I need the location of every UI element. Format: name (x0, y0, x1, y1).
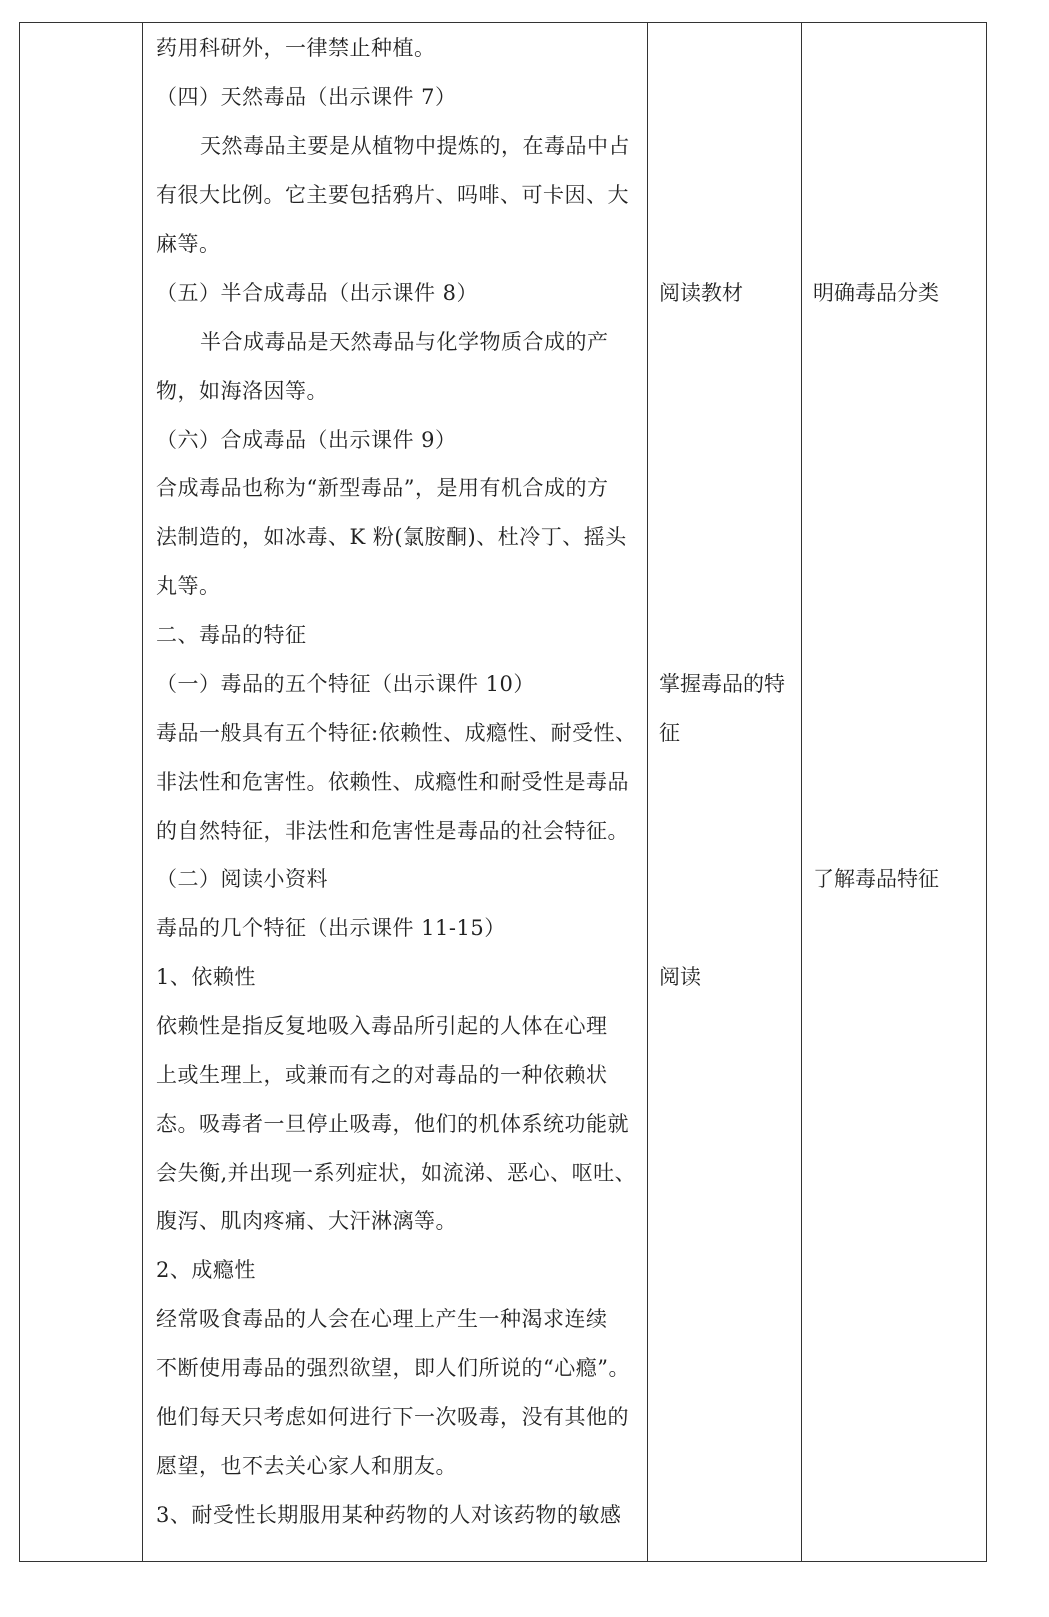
content-line: 腹泻、肌肉疼痛、大汗淋漓等。 (156, 1209, 457, 1233)
content-line: 有很大比例。它主要包括鸦片、吗啡、可卡因、大 (156, 183, 629, 207)
content-line: 毒品一般具有五个特征:依赖性、成瘾性、耐受性、 (156, 721, 637, 745)
intent-clarify-classification: 明确毒品分类 (813, 281, 939, 305)
activity-master-features-cont: 征 (659, 721, 680, 745)
content-line: 天然毒品主要是从植物中提炼的，在毒品中占 (200, 134, 630, 158)
column-divider-1 (142, 23, 143, 1561)
content-line: 药用科研外，一律禁止种植。 (156, 36, 436, 60)
column-divider-2 (647, 23, 648, 1561)
content-line: 不断使用毒品的强烈欲望，即人们所说的“心瘾”。 (156, 1356, 630, 1380)
content-line: 物，如海洛因等。 (156, 379, 328, 403)
content-line: 毒品的几个特征（出示课件 11-15） (156, 916, 506, 940)
content-line: （四）天然毒品（出示课件 7） (156, 85, 457, 109)
content-line: 合成毒品也称为“新型毒品”，是用有机合成的方 (156, 476, 609, 500)
activity-read-textbook: 阅读教材 (659, 281, 743, 305)
content-line: （五）半合成毒品（出示课件 8） (156, 281, 479, 305)
lesson-plan-table (19, 22, 987, 1562)
column-divider-3 (801, 23, 802, 1561)
content-line: （六）合成毒品（出示课件 9） (156, 428, 457, 452)
content-line: 依赖性是指反复地吸入毒品所引起的人体在心理 (156, 1014, 608, 1038)
content-line: 会失衡,并出现一系列症状，如流涕、恶心、呕吐、 (156, 1161, 637, 1185)
content-line: 麻等。 (156, 232, 221, 256)
activity-master-features: 掌握毒品的特 (659, 672, 785, 696)
content-line: 态。吸毒者一旦停止吸毒，他们的机体系统功能就 (156, 1112, 629, 1136)
intent-understand-features: 了解毒品特征 (813, 867, 939, 891)
section-heading: 二、毒品的特征 (156, 623, 307, 647)
content-line: 愿望，也不去关心家人和朋友。 (156, 1454, 457, 1478)
content-line: 的自然特征，非法性和危害性是毒品的社会特征。 (156, 819, 629, 843)
activity-read: 阅读 (659, 965, 701, 989)
content-line: 上或生理上，或兼而有之的对毒品的一种依赖状 (156, 1063, 608, 1087)
content-line: 丸等。 (156, 574, 221, 598)
content-line: 半合成毒品是天然毒品与化学物质合成的产 (200, 330, 609, 354)
content-line: 2、成瘾性 (156, 1258, 256, 1282)
content-line: （二）阅读小资料 (156, 867, 328, 891)
content-line: 经常吸食毒品的人会在心理上产生一种渴求连续 (156, 1307, 608, 1331)
content-line: 法制造的，如冰毒、K 粉(氯胺酮)、杜冷丁、摇头 (156, 525, 627, 549)
content-line: 他们每天只考虑如何进行下一次吸毒，没有其他的 (156, 1405, 629, 1429)
content-line: 3、耐受性长期服用某种药物的人对该药物的敏感 (156, 1503, 622, 1527)
content-line: 1、依赖性 (156, 965, 256, 989)
content-line: （一）毒品的五个特征（出示课件 10） (156, 672, 535, 696)
content-line: 非法性和危害性。依赖性、成瘾性和耐受性是毒品 (156, 770, 629, 794)
